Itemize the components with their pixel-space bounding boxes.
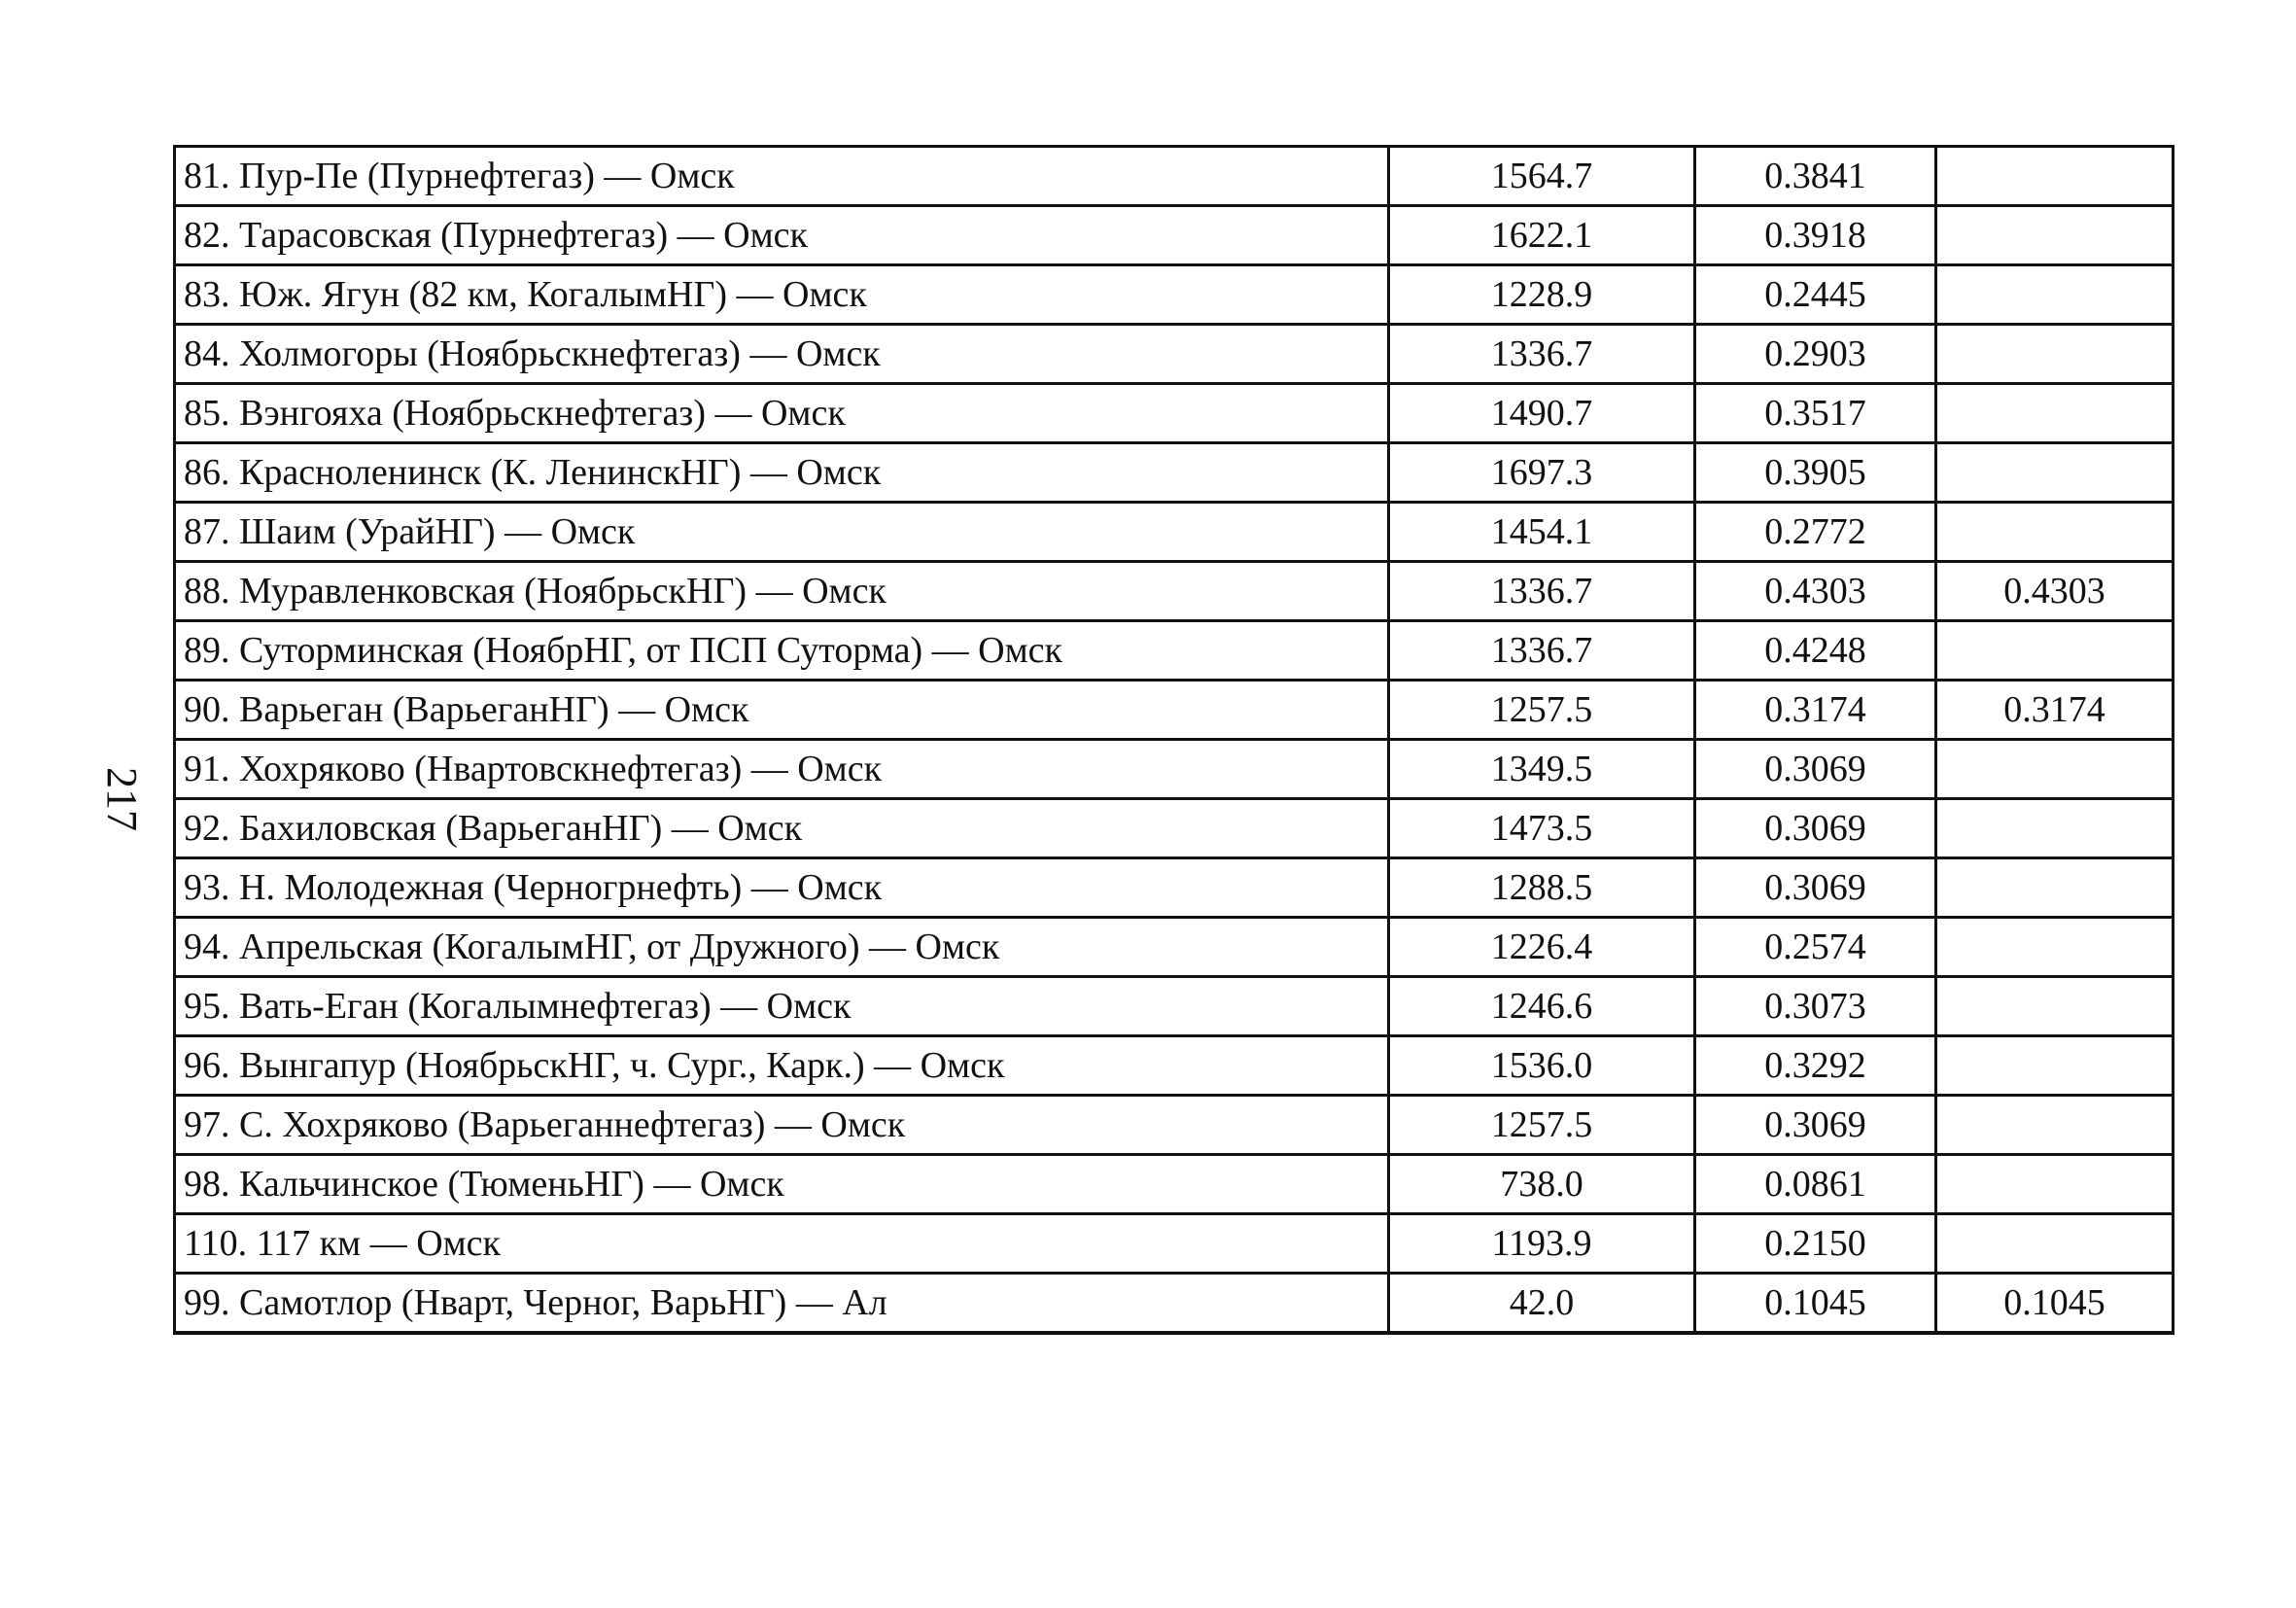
coefficient-2-cell [1936,443,2174,503]
route-name-cell: 97. С. Хохряково (Варьеганнефтегаз) — Омск [175,1096,1389,1155]
distance-cell: 1288.5 [1389,858,1695,918]
coefficient-cell: 0.3069 [1695,858,1936,918]
table-row [175,1155,2174,1214]
route-name-cell: 85. Вэнгояха (Ноябрьскнефтегаз) — Омск [175,384,1389,443]
distance-cell: 1257.5 [1389,681,1695,740]
table-row [175,799,2174,858]
distance-cell: 1490.7 [1389,384,1695,443]
table-body [175,147,2174,1334]
coefficient-cell: 0.3918 [1695,206,1936,265]
table-row [175,918,2174,977]
table-row [175,740,2174,799]
distance-cell: 1226.4 [1389,918,1695,977]
distance-cell: 1336.7 [1389,621,1695,681]
table-row [175,1274,2174,1334]
table-row [175,503,2174,562]
table-row [175,147,2174,206]
coefficient-2-cell [1936,858,2174,918]
coefficient-cell: 0.3073 [1695,977,1936,1036]
coefficient-2-cell [1936,503,2174,562]
coefficient-cell: 0.3069 [1695,1096,1936,1155]
table-row [175,325,2174,384]
coefficient-2-cell [1936,1155,2174,1214]
distance-cell: 42.0 [1389,1274,1695,1334]
distance-cell: 1336.7 [1389,562,1695,621]
distance-cell: 1622.1 [1389,206,1695,265]
route-name-cell: 89. Суторминская (НоябрНГ, от ПСП Суторма) — Омск [175,621,1389,681]
distance-cell: 1564.7 [1389,147,1695,206]
coefficient-cell: 0.3841 [1695,147,1936,206]
distance-cell: 1257.5 [1389,1096,1695,1155]
coefficient-2-cell [1936,147,2174,206]
coefficient-cell: 0.3517 [1695,384,1936,443]
route-name-cell: 98. Кальчинское (ТюменьНГ) — Омск [175,1155,1389,1214]
route-name-cell: 81. Пур-Пе (Пурнефтегаз) — Омск [175,147,1389,206]
route-name-cell: 95. Вать-Еган (Когалымнефтегаз) — Омск [175,977,1389,1036]
route-name-cell: 94. Апрельская (КогалымНГ, от Дружного) — Омск [175,918,1389,977]
distance-cell: 1228.9 [1389,265,1695,325]
table-row [175,858,2174,918]
distance-cell: 1473.5 [1389,799,1695,858]
table-row [175,1096,2174,1155]
coefficient-2-cell [1936,621,2174,681]
distance-cell: 738.0 [1389,1155,1695,1214]
table-row [175,562,2174,621]
table-row [175,443,2174,503]
coefficient-2-cell [1936,918,2174,977]
coefficient-cell: 0.2445 [1695,265,1936,325]
page-number: 217 [98,767,146,831]
route-name-cell: 91. Хохряково (Нвартовскнефтегаз) — Омск [175,740,1389,799]
distance-cell: 1336.7 [1389,325,1695,384]
coefficient-2-cell [1936,265,2174,325]
distance-cell: 1349.5 [1389,740,1695,799]
distance-cell: 1454.1 [1389,503,1695,562]
coefficient-cell: 0.4248 [1695,621,1936,681]
route-name-cell: 86. Красноленинск (К. ЛенинскНГ) — Омск [175,443,1389,503]
table-row [175,977,2174,1036]
coefficient-2-cell [1936,325,2174,384]
table-row [175,206,2174,265]
coefficient-cell: 0.3292 [1695,1036,1936,1096]
coefficient-cell: 0.2772 [1695,503,1936,562]
table-row [175,384,2174,443]
table-row [175,681,2174,740]
coefficient-cell: 0.2903 [1695,325,1936,384]
coefficient-2-cell: 0.1045 [1936,1274,2174,1334]
coefficient-cell: 0.1045 [1695,1274,1936,1334]
route-name-cell: 110. 117 км — Омск [175,1214,1389,1274]
route-name-cell: 96. Вынгапур (НоябрьскНГ, ч. Сург., Карк.) — Омск [175,1036,1389,1096]
coefficient-2-cell [1936,1214,2174,1274]
table-row [175,621,2174,681]
coefficient-2-cell [1936,384,2174,443]
table-row [175,265,2174,325]
distance-cell: 1193.9 [1389,1214,1695,1274]
coefficient-cell: 0.3905 [1695,443,1936,503]
coefficient-cell: 0.3174 [1695,681,1936,740]
route-name-cell: 92. Бахиловская (ВарьеганНГ) — Омск [175,799,1389,858]
coefficient-2-cell [1936,740,2174,799]
route-name-cell: 87. Шаим (УрайНГ) — Омск [175,503,1389,562]
route-name-cell: 93. Н. Молодежная (Черногрнефть) — Омск [175,858,1389,918]
distance-cell: 1697.3 [1389,443,1695,503]
coefficient-cell: 0.4303 [1695,562,1936,621]
coefficient-cell: 0.2574 [1695,918,1936,977]
distance-cell: 1536.0 [1389,1036,1695,1096]
coefficient-cell: 0.0861 [1695,1155,1936,1214]
coefficient-2-cell: 0.4303 [1936,562,2174,621]
coefficient-2-cell [1936,206,2174,265]
distance-cell: 1246.6 [1389,977,1695,1036]
coefficient-2-cell [1936,1036,2174,1096]
route-name-cell: 99. Самотлор (Нварт, Черног, ВарьНГ) — Ал [175,1274,1389,1334]
route-name-cell: 83. Юж. Ягун (82 км, КогалымНГ) — Омск [175,265,1389,325]
route-name-cell: 82. Тарасовская (Пурнефтегаз) — Омск [175,206,1389,265]
route-name-cell: 90. Варьеган (ВарьеганНГ) — Омск [175,681,1389,740]
coefficient-cell: 0.3069 [1695,799,1936,858]
table-row [175,1036,2174,1096]
coefficient-2-cell [1936,799,2174,858]
coefficient-2-cell: 0.3174 [1936,681,2174,740]
coefficient-cell: 0.2150 [1695,1214,1936,1274]
route-name-cell: 88. Муравленковская (НоябрьскНГ) — Омск [175,562,1389,621]
table-row [175,1214,2174,1274]
route-name-cell: 84. Холмогоры (Ноябрьскнефтегаз) — Омск [175,325,1389,384]
coefficient-2-cell [1936,1096,2174,1155]
coefficient-2-cell [1936,977,2174,1036]
coefficient-cell: 0.3069 [1695,740,1936,799]
pipeline-table [173,145,2174,1335]
